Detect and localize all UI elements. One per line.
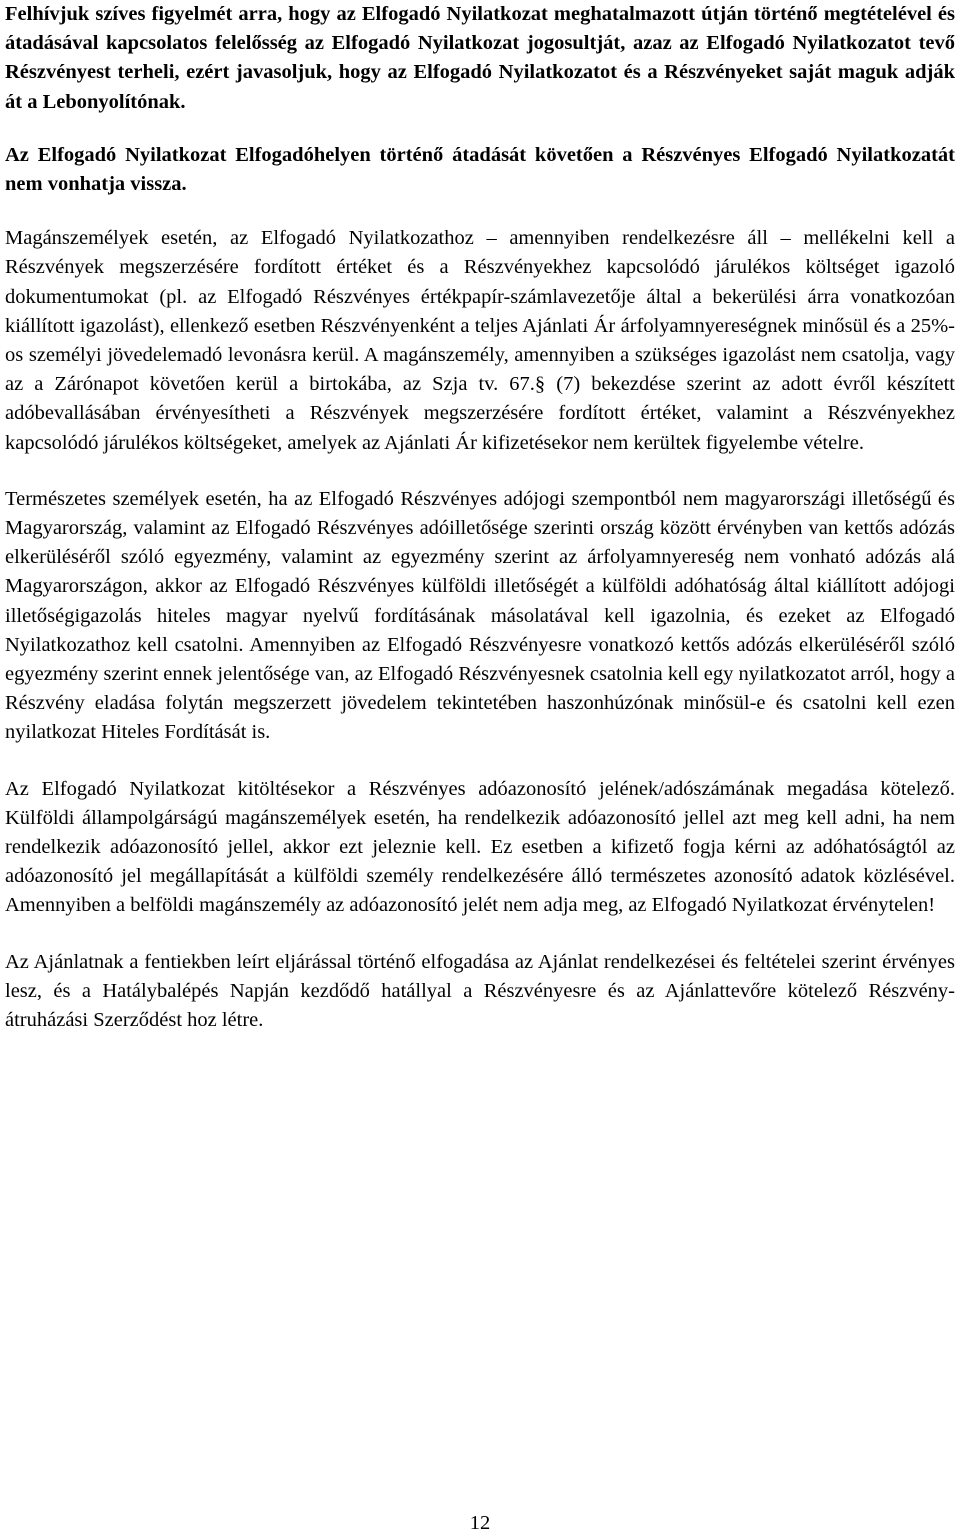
document-page bbox=[5, 0, 955, 1035]
paragraph-acceptance-effect: Az Ajánlatnak a fentiekben leírt eljárással történő elfogadása az Ajánlat rendelkezései és feltételei szerint érvényes lesz, és a Hatálybalépés Napján kezdődő hatállyal a Részvényesre és az Ajánlattevőre kötelező Részvény-átruházási Szerződést hoz létre. bbox=[5, 950, 955, 1032]
page-number: 12 bbox=[469, 1512, 491, 1534]
paragraph-natural-persons-tax: Természetes személyek esetén, ha az Elfogadó Részvényes adójogi szempontból nem magyarországi illetőségű és Magyarország, valamint az Elfogadó Részvényes adóilletősége szerinti ország között érvényben van kettős adózás elkerüléséről szóló egyezmény, valamint az egyezmény szerint az árfolyamnyereség nem vonható adózás alá Magyarországon, akkor az Elfogadó Részvényes külföldi illetőségét a külföldi adóhatóság által kiállított adójogi illetőségigazolás hiteles magyar nyelvű fordításának másolatával kell igazolnia, és ezeket az Elfogadó Nyilatkozathoz kell csatolni. Amennyiben az Elfogadó Részvényesre vonatkozó kettős adózás elkerüléséről szóló egyezmény szerint ennek jelentősége van, az Elfogadó Részvényesnek csatolnia kell egy nyilatkozatot arról, hogy a Részvény eladása folytán megszerzett jövedelem tekintetében haszonhúzónak minősül-e és csatolni kell ezen nyilatkozat Hiteles Fordítását is. bbox=[5, 487, 955, 744]
paragraph-tax-id: Az Elfogadó Nyilatkozat kitöltésekor a Részvényes adóazonosító jelének/adószámának megadása kötelező. Külföldi állampolgárságú magánszemélyek esetén, ha rendelkezik adóazonosító jellel azt meg kell adni, ha nem rendelkezik adóazonosító jellel, akkor ezt jeleznie kell. Ez esetben a kifizető fogja kérni az adóhatóságtól az adóazonosító jel megállapítását a külföldi személy rendelkezésére álló természetes azonosító adatok közlésével. Amennyiben a belföldi magánszemély az adóazonosító jelét nem adja meg, az Elfogadó Nyilatkozat érvénytelen! bbox=[5, 777, 955, 917]
paragraph-private-persons: Magánszemélyek esetén, az Elfogadó Nyilatkozathoz – amennyiben rendelkezésre áll – mellékelni kell a Részvények megszerzésére fordított értéket és a Részvényekhez kapcsolódó járulékos költséget igazoló dokumentumokat (pl. az Elfogadó Részvényes értékpapír-számlavezetője által a bekerülési árra vonatkozóan kiállított igazolást), ellenkező esetben Részvényenként a teljes Ajánlati Ár árfolyamnyereségnek minősül és a 25%-os személyi jövedelemadó levonásra kerül. A magánszemély, amennyiben a szükséges igazolást nem csatolja, vagy az a Zárónapot követően kerül a birtokába, az Szja tv. 67.§ (7) bekezdése szerint az adott évről készített adóbevallásában érvényesítheti a Részvények megszerzésére fordított értéket, valamint a Részvényekhez kapcsolódó járulékos költségeket, amelyek az Ajánlati Ár kifizetésekor nem kerültek figyelembe vételre. bbox=[5, 227, 955, 454]
paragraph-liability-notice: Felhívjuk szíves figyelmét arra, hogy az Elfogadó Nyilatkozat meghatalmazott útján történő megtételével és átadásával kapcsolatos felelősség az Elfogadó Nyilatkozat jogosultját, azaz az Elfogadó Nyilatkozatot tevő Részvényest terheli, ezért javasoljuk, hogy az Elfogadó Nyilatkozatot és a Részvényeket saját maguk adják át a Lebonyolítónak. bbox=[5, 3, 955, 113]
paragraph-irrevocability: Az Elfogadó Nyilatkozat Elfogadóhelyen történő átadását követően a Részvényes Elfogadó Nyilatkozatát nem vonhatja vissza. bbox=[5, 143, 955, 196]
